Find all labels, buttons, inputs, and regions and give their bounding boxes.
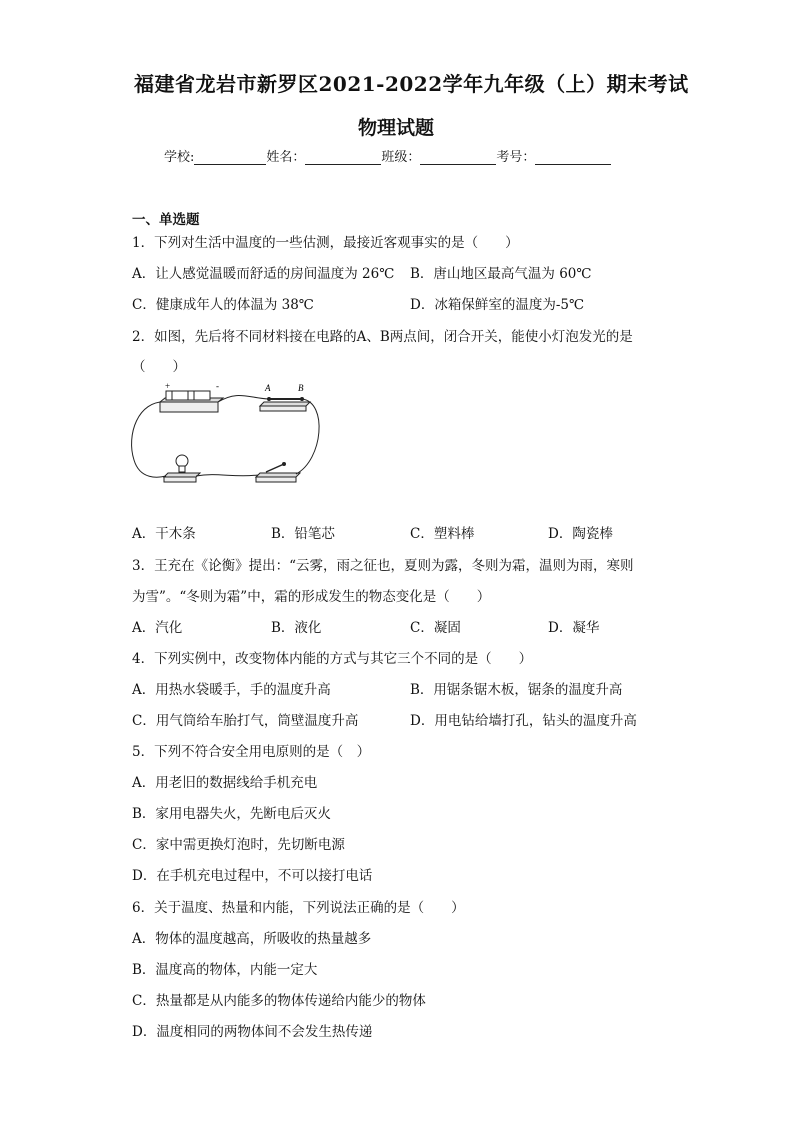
question-6-option-b[interactable]: B．温度高的物体，内能一定大	[132, 962, 318, 978]
question-5-option-b[interactable]: B．家用电器失火，先断电后灭火	[132, 806, 331, 822]
point-a-label: A	[265, 383, 271, 393]
question-3-option-b[interactable]: B．液化	[271, 620, 322, 636]
class-blank[interactable]	[420, 150, 496, 165]
question-6-option-c[interactable]: C．热量都是从内能多的物体传递给内能少的物体	[132, 993, 426, 1009]
question-6-option-a[interactable]: A．物体的温度越高，所吸收的热量越多	[132, 931, 372, 947]
question-4-stem: 4．下列实例中，改变物体内能的方式与其它三个不同的是（ ）	[132, 651, 533, 667]
number-blank[interactable]	[535, 150, 611, 165]
question-5-option-a[interactable]: A．用老旧的数据线给手机充电	[132, 775, 318, 791]
question-2-option-b[interactable]: B．铅笔芯	[271, 526, 335, 542]
question-5-option-c[interactable]: C．家中需更换灯泡时，先切断电源	[132, 837, 345, 853]
question-1-option-c[interactable]: C．健康成年人的体温为 38℃	[132, 297, 314, 313]
question-6-stem: 6．关于温度、热量和内能，下列说法正确的是（ ）	[132, 900, 465, 916]
question-1-option-b[interactable]: B．唐山地区最高气温为 60℃	[410, 266, 592, 282]
question-2-option-a[interactable]: A．干木条	[132, 526, 196, 542]
question-2-option-c[interactable]: C．塑料棒	[410, 526, 475, 542]
question-2-option-d[interactable]: D．陶瓷棒	[548, 526, 613, 542]
student-info-row	[164, 146, 611, 165]
exam-title: 福建省龙岩市新罗区2021-2022学年九年级（上）期末考试	[134, 72, 689, 96]
question-5-option-d[interactable]: D．在手机充电过程中，不可以接打电话	[132, 868, 373, 884]
question-4-option-c[interactable]: C．用气筒给车胎打气，筒壁温度升高	[132, 713, 359, 729]
question-1-option-d[interactable]: D．冰箱保鲜室的温度为-5℃	[410, 297, 585, 313]
question-2-stem-bracket: （ ）	[132, 359, 186, 375]
question-3-option-c[interactable]: C．凝固	[410, 620, 461, 636]
battery-plus-label: +	[165, 381, 171, 391]
question-6-option-d[interactable]: D．温度相同的两物体间不会发生热传递	[132, 1024, 373, 1040]
class-label: 班级：	[381, 150, 421, 165]
switch-icon	[256, 462, 300, 482]
question-3-stem: 3．王充在《论衡》提出：“云雾，雨之征也，夏则为露，冬则为霜，温则为雨，寒则	[132, 558, 634, 574]
exam-subtitle: 物理试题	[358, 117, 435, 139]
question-3-stem-cont: 为雪”。“冬则为霜”中，霜的形成发生的物态变化是（ ）	[132, 589, 491, 605]
question-1-option-a[interactable]: A．让人感觉温暖而舒适的房间温度为 26℃	[132, 266, 395, 282]
circuit-diagram	[128, 380, 328, 490]
battery-icon	[160, 391, 223, 412]
light-bulb-icon	[164, 455, 200, 482]
point-b-label: B	[298, 383, 304, 393]
question-4-option-b[interactable]: B．用锯条锯木板，锯条的温度升高	[410, 682, 623, 698]
school-blank[interactable]	[194, 150, 266, 165]
question-2-stem: 2．如图，先后将不同材料接在电路的A、B两点间，闭合开关，能使小灯泡发光的是	[132, 329, 633, 345]
school-label: 学校:	[164, 150, 195, 165]
question-1-stem: 1．下列对生活中温度的一些估测，最接近客观事实的是（ ）	[132, 235, 519, 251]
question-3-option-d[interactable]: D．凝华	[548, 620, 600, 636]
name-blank[interactable]	[305, 150, 381, 165]
name-label: 姓名：	[266, 150, 306, 165]
question-4-option-a[interactable]: A．用热水袋暖手，手的温度升高	[132, 682, 331, 698]
section-heading: 一、单选题	[132, 212, 200, 228]
battery-minus-label: -	[216, 381, 219, 391]
question-5-stem: 5．下列不符合安全用电原则的是（ ）	[132, 744, 371, 760]
number-label: 考号：	[496, 150, 536, 165]
question-3-option-a[interactable]: A．汽化	[132, 620, 183, 636]
question-4-option-d[interactable]: D．用电钻给墙打孔，钻头的温度升高	[410, 713, 637, 729]
